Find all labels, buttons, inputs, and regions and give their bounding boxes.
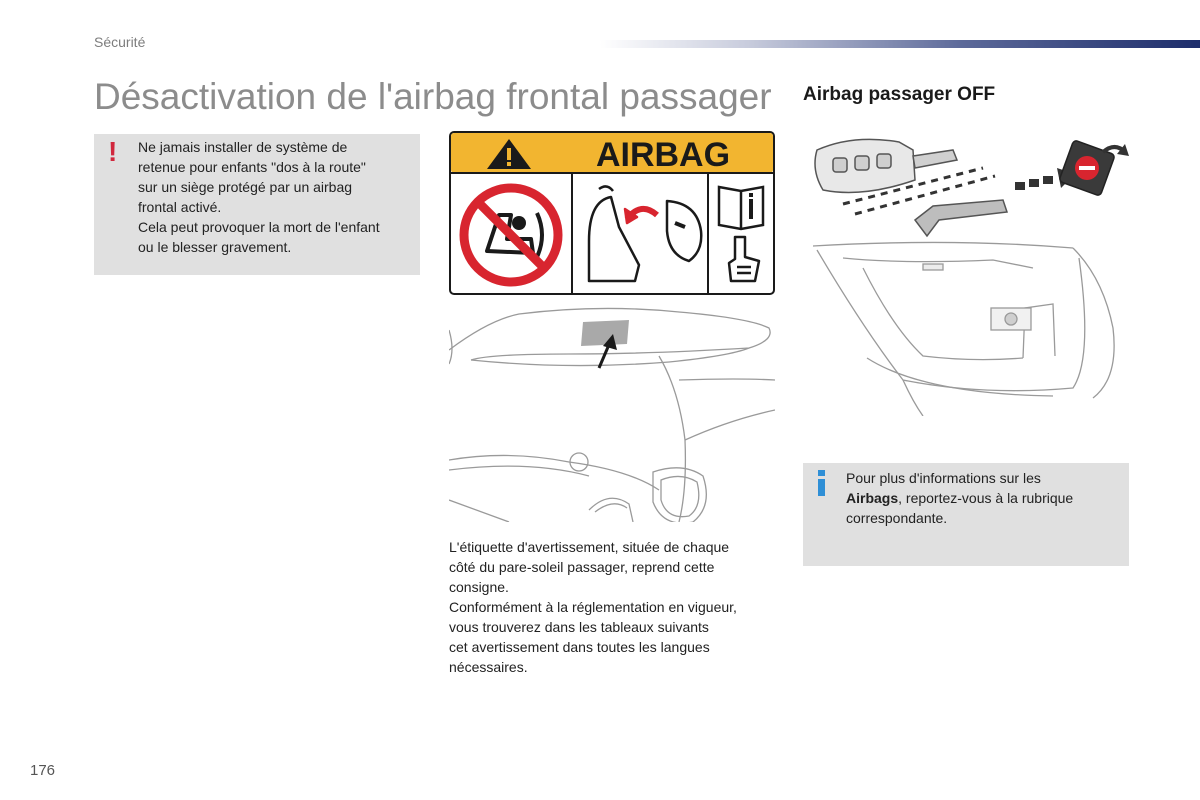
info-line: correspondante. bbox=[846, 510, 948, 526]
warning-line: ou le blesser gravement. bbox=[138, 239, 292, 255]
section-name: Sécurité bbox=[94, 34, 146, 50]
body-line: vous trouverez dans les tableaux suivants bbox=[449, 619, 709, 635]
body-text bbox=[449, 537, 779, 677]
warning-line: Ne jamais installer de système de bbox=[138, 139, 348, 155]
glovebox-illustration bbox=[803, 238, 1129, 416]
sun-visor-illustration bbox=[449, 300, 775, 522]
body-line: cet avertissement dans toutes les langues bbox=[449, 639, 710, 655]
warning-mark-icon: ! bbox=[108, 136, 118, 167]
warning-line: sur un siège protégé par un airbag bbox=[138, 179, 353, 195]
info-line-rest: , reportez-vous à la rubrique bbox=[898, 490, 1074, 506]
info-text bbox=[846, 468, 1116, 528]
info-bold-link-text: Airbags bbox=[846, 490, 899, 506]
key-switch-illustration bbox=[803, 128, 1129, 248]
warning-line: Cela peut provoquer la mort de l'enfant bbox=[138, 219, 380, 235]
page-title: Désactivation de l'airbag frontal passager bbox=[94, 76, 772, 117]
no-rear-facing-seat-icon bbox=[464, 188, 558, 282]
car-key-icon bbox=[815, 139, 957, 192]
body-line: Conformément à la réglementation en vigueur, bbox=[449, 599, 737, 615]
info-line bbox=[846, 488, 1116, 508]
warning-label-location bbox=[581, 320, 629, 346]
airbag-warning-label bbox=[449, 131, 775, 295]
warning-line: retenue pour enfants "dos à la route" bbox=[138, 159, 366, 175]
info-icon bbox=[818, 470, 825, 496]
body-line: nécessaires. bbox=[449, 659, 528, 675]
body-line: consigne. bbox=[449, 579, 509, 595]
warning-line: frontal activé. bbox=[138, 199, 222, 215]
subsection-title: Airbag passager OFF bbox=[803, 84, 996, 105]
body-line: L'étiquette d'avertissement, située de chaque bbox=[449, 539, 730, 555]
airbag-label-word: AIRBAG bbox=[595, 136, 731, 174]
key-blade-icon bbox=[915, 200, 1007, 236]
page-number: 176 bbox=[30, 762, 56, 779]
warning-text bbox=[138, 137, 413, 257]
header-bar bbox=[600, 40, 1200, 48]
info-line: Pour plus d'informations sur les bbox=[846, 470, 1041, 486]
body-line: côté du pare-soleil passager, reprend cette bbox=[449, 559, 715, 575]
